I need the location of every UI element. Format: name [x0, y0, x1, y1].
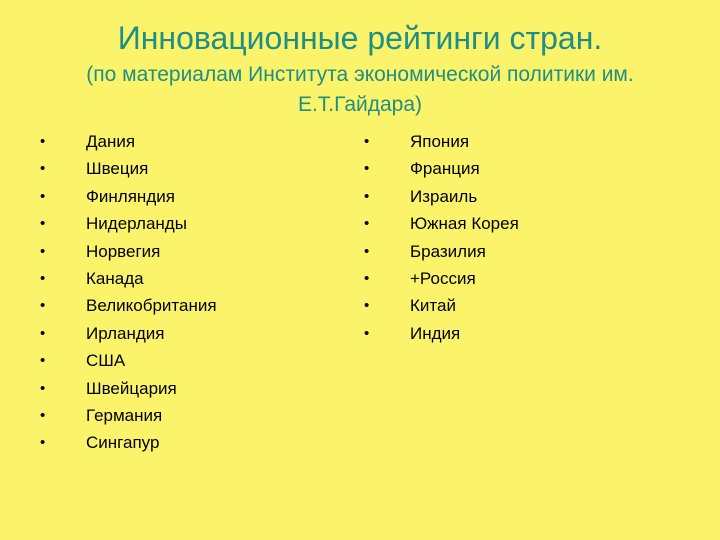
country-name: Финляндия — [86, 186, 175, 206]
country-name: Швеция — [86, 159, 149, 179]
list-item — [364, 320, 664, 347]
country-name: США — [86, 351, 126, 371]
country-name: Сингапур — [86, 433, 160, 453]
country-list-right — [364, 128, 664, 347]
list-item — [40, 265, 340, 292]
list-item — [364, 292, 664, 319]
list-item — [40, 429, 340, 456]
country-name: Дания — [86, 132, 136, 151]
list-item — [40, 155, 340, 182]
bullet-icon: • — [40, 379, 46, 397]
bullet-icon: • — [40, 406, 46, 424]
list-item — [40, 292, 340, 319]
country-name: Нидерланды — [86, 214, 187, 234]
bullet-icon: • — [364, 133, 370, 150]
bullet-icon: • — [364, 160, 370, 178]
country-name: Ирландия — [86, 323, 165, 343]
bullet-icon: • — [40, 160, 46, 178]
bullet-icon: • — [40, 187, 46, 205]
list-item — [40, 238, 340, 265]
bullet-icon: • — [40, 434, 46, 452]
list-item — [40, 183, 340, 210]
bullet-icon: • — [40, 269, 46, 287]
list-item — [364, 128, 664, 155]
list-item — [40, 320, 340, 347]
bullet-icon: • — [40, 324, 46, 342]
country-name: Германия — [86, 405, 163, 425]
bullet-icon: • — [364, 297, 370, 315]
country-name: Норвегия — [86, 241, 161, 261]
list-item — [40, 347, 340, 374]
bullet-icon: • — [364, 215, 370, 233]
country-name: Великобритания — [86, 296, 217, 316]
bullet-icon: • — [40, 242, 46, 260]
country-name: Канада — [86, 268, 144, 288]
list-item — [40, 375, 340, 402]
list-item — [364, 238, 664, 265]
country-name: +Россия — [410, 268, 476, 288]
slide-title: Инновационные рейтинги стран. — [117, 20, 603, 56]
list-item — [364, 265, 664, 292]
country-name: Швейцария — [86, 378, 177, 398]
country-name: Китай — [410, 296, 456, 316]
bullet-icon: • — [40, 215, 46, 233]
country-name: Бразилия — [410, 241, 486, 261]
list-item — [364, 183, 664, 210]
list-item — [40, 402, 340, 429]
bullet-icon: • — [40, 352, 46, 370]
country-name: Япония — [410, 132, 470, 151]
bullet-icon: • — [364, 242, 370, 260]
country-name: Франция — [410, 159, 480, 179]
bullet-icon: • — [40, 297, 46, 315]
list-item — [40, 210, 340, 237]
country-name: Индия — [410, 323, 461, 343]
list-item — [40, 128, 340, 155]
country-list-left — [40, 128, 340, 457]
bullet-icon: • — [364, 324, 370, 342]
list-item — [364, 210, 664, 237]
country-name: Израиль — [410, 186, 478, 206]
bullet-icon: • — [40, 133, 46, 150]
bullet-icon: • — [364, 187, 370, 205]
slide-subtitle: (по материалам Института экономической политики им. Е.Т.Гайдара) — [86, 63, 634, 116]
country-name: Южная Корея — [410, 214, 519, 234]
list-item — [364, 155, 664, 182]
bullet-icon: • — [364, 269, 370, 287]
